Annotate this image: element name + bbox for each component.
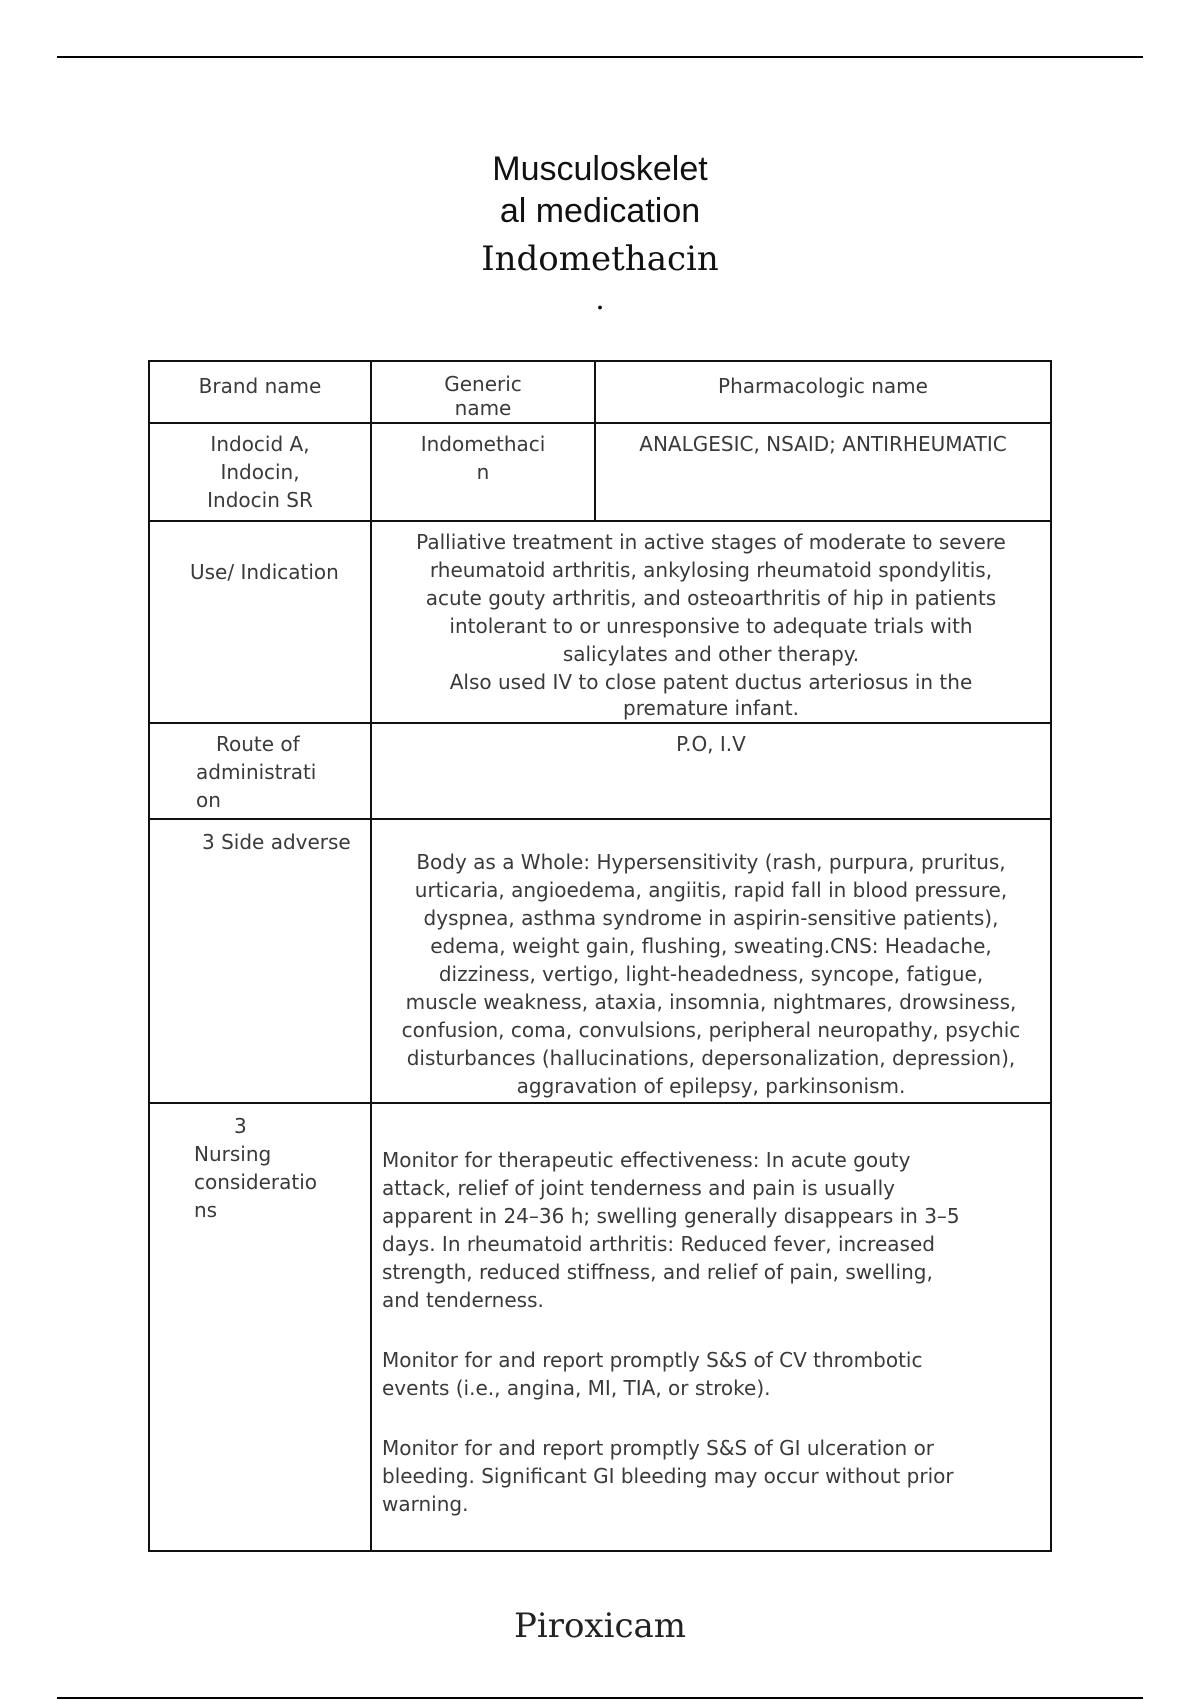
use-line-5: salicylates and other therapy. [562,642,860,666]
nursing-label-line3: ns [194,1198,218,1222]
bottom-rule [57,1697,1143,1699]
route-label-line3: on [196,788,221,812]
drug-table [148,360,1052,1552]
nursing-label-line1: Nursing [194,1142,272,1166]
route-value-cell [371,723,1051,819]
use-text-cell [371,521,1051,723]
use-label: Use/ Indication [190,560,339,584]
table-row-use [149,521,1051,723]
table-row-names [149,423,1051,521]
use-line-1: Palliative treatment in active stages of moderate to severe [416,530,1006,554]
table-row-nursing [149,1103,1051,1551]
brand-names-cell [149,423,371,521]
brand-name-3: Indocin SR [207,488,313,512]
table-row-route [149,723,1051,819]
generic-name-cell [371,423,595,521]
side-line-4: edema, weight gain, flushing, sweating.CNS: Headache, [430,934,992,958]
nursing-paragraph-1: Monitor for therapeutic effectiveness: In acute gouty attack, relief of joint tenderness and pain is usually apparent in 24–36 h; swelling generally disappears in 3–5 days. In rheumatoid arthritis: Reduced fever, increased strength, reduced stiffness, and relief of pain, swelling, and tenderness. [382,1148,960,1312]
side-line-5: dizziness, vertigo, light-headedness, syncope, fatigue, [438,962,984,986]
header-generic-line1: Generic [444,372,522,396]
side-text-cell [371,819,1051,1103]
use-label-cell [149,521,371,723]
side-line-3: dyspnea, asthma syndrome in aspirin-sensitive patients), [423,906,999,930]
header-brand-cell [149,361,371,423]
nursing-label-line2: consideratio [194,1170,317,1194]
use-line-4: intolerant to or unresponsive to adequate trials with [449,614,973,638]
route-label-cell [149,723,371,819]
side-line-1: Body as a Whole: Hypersensitivity (rash, purpura, pruritus, [416,850,1006,874]
table-header-row [149,361,1051,423]
side-label: 3 Side adverse [202,830,351,854]
brand-name-1: Indocid A, [210,432,310,456]
side-line-7: confusion, coma, convulsions, peripheral neuropathy, psychic [401,1018,1021,1042]
header-pharmacologic-cell [595,361,1051,423]
side-line-8: disturbances (hallucinations, depersonalization, depression), [406,1046,1016,1070]
header-brand: Brand name [198,374,322,398]
drug-title-dot: . [595,282,605,317]
pharmacologic-name-cell [595,423,1051,521]
next-drug-title: Piroxicam [513,1606,687,1646]
header-generic-cell [371,361,595,423]
section-title-line2: al medication [499,192,701,230]
use-line-7: premature infant. [623,696,799,720]
side-line-2: urticaria, angioedema, angiitis, rapid fall in blood pressure, [414,878,1008,902]
route-value: P.O, I.V [676,732,746,756]
nursing-label-cell [149,1103,371,1551]
section-title-line1: Musculoskelet [492,150,708,188]
use-line-2: rheumatoid arthritis, ankylosing rheumatoid spondylitis, [429,558,993,582]
header-generic-line2: name [454,396,512,420]
pharmacologic-name: ANALGESIC, NSAID; ANTIRHEUMATIC [639,432,1007,456]
use-line-3: acute gouty arthritis, and osteoarthritis of hip in patients [425,586,997,610]
top-rule [57,56,1143,58]
route-label-line1: Route of [216,732,300,756]
page-header [0,148,1200,317]
header-pharmacologic: Pharmacologic name [718,374,928,398]
drug-title: Indomethacin [481,239,719,279]
side-label-cell [149,819,371,1103]
nursing-text-cell [371,1103,1051,1551]
nursing-paragraph-3: Monitor for and report promptly S&S of GI ulceration or bleeding. Significant GI bleeding may occur without prior warning. [382,1436,954,1516]
route-label-line2: administrati [196,760,317,784]
generic-name-line1: Indomethaci [420,432,546,456]
nursing-label-number: 3 [234,1114,247,1138]
side-line-9: aggravation of epilepsy, parkinsonism. [516,1074,906,1098]
table-row-side-effects [149,819,1051,1103]
brand-name-2: Indocin, [220,460,300,484]
side-line-6: muscle weakness, ataxia, insomnia, nightmares, drowsiness, [405,990,1017,1014]
generic-name-line2: n [476,460,490,484]
nursing-paragraph-2: Monitor for and report promptly S&S of CV thrombotic events (i.e., angina, MI, TIA, or stroke). [382,1348,923,1400]
use-line-6: Also used IV to close patent ductus arteriosus in the [449,670,973,694]
